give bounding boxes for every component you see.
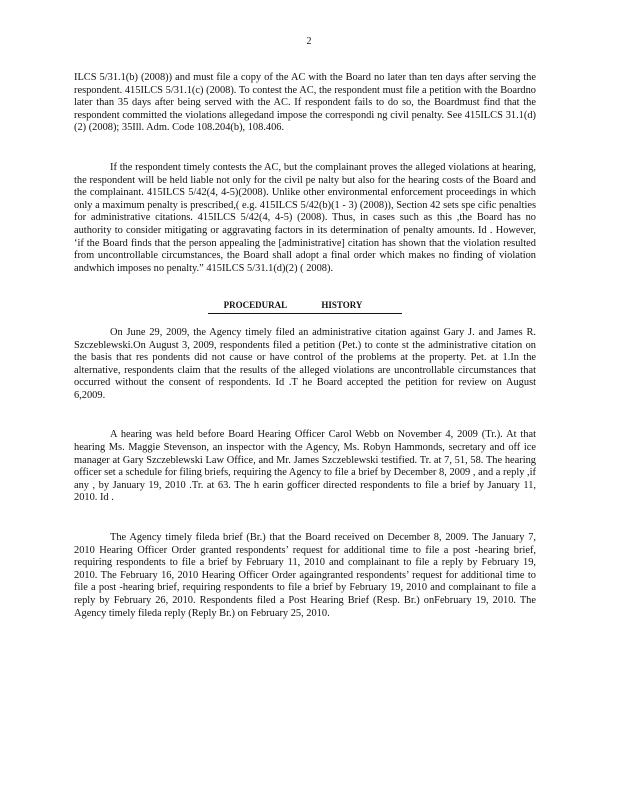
- paragraph-contest-penalties: If the respondent timely contests the AC, but the complainant proves the alleged violations at hearing, the respondent will be held liable not only for the civil pe nalty but also for the hearing costs of the Board and the complainant. 415ILCS 5/42(4, 4-5)(2008). Unlike other environmental enforcement proceedings in which only a maximum penalty is prescribed,( e.g. 415ILCS 5/42(b)(1 - 3) (2008)), Section 42 sets spe cific penalties for administrative citations. 415ILCS 5/42(4, 4-5) (2008). Thus, in cases such as this ,the Board has no authority to consider mitigating or aggravating factors in its determination of penalty amounts. Id . However, ‘if the Board finds that the person appealing the [administrative] citation has shown that the violation resulted from uncontrollable circumstances, the Board shall adopt a final order which makes no finding of violation andwhich imposes no penalty.” 415ILCS 5/31.1(d)(2) ( 2008).: [74, 161, 536, 274]
- section-heading-word-2: HISTORY: [321, 300, 363, 311]
- paragraph-hearing: A hearing was held before Board Hearing Officer Carol Webb on November 4, 2009 (Tr.). At that hearing Ms. Maggie Stevenson, an inspector with the Agency, Ms. Robyn Hammonds, secretary and off ice manager at Gary Szczeblewski Law Office, and Mr. James Szczeblewski testified. Tr. at 7, 51, 58. The hearing officer set a schedule for filing briefs, requiring the Agency to file a brief by December 8, 2009 , and a reply ,if any , by January 19, 2010 .Tr. at 63. The h earin gofficer directed respondents to file a brief by January 11, 2010. Id .: [74, 429, 536, 504]
- section-heading-word-1: PROCEDURAL: [223, 300, 288, 311]
- section-heading-underline: [208, 299, 403, 314]
- section-heading-procedural-history: [74, 299, 536, 314]
- page-number: 2: [306, 36, 312, 47]
- paragraph-briefs: The Agency timely fileda brief (Br.) that the Board received on December 8, 2009. The January 7, 2010 Hearing Officer Order granted respondents’ request for additional time to file a post -hearing brief, requiring respondents to file a brief by February 11, 2010 and complainant to file a reply by February 19, 2010. The February 16, 2010 Hearing Officer Order againgranted respondents’ request for additional time to file a post -hearing brief, requiring respondents to file a brief by February 19, 2010 and complainant to file a reply by February 26, 2010. Respondents filed a Post Hearing Brief (Resp. Br.) onFebruary 19, 2010. The Agency timely fileda reply (Reply Br.) on February 25, 2010.: [74, 532, 536, 619]
- paragraph-citation-filed: On June 29, 2009, the Agency timely filed an administrative citation against Gary J. and James R. Szczeblewski.On August 3, 2009, respondents filed a petition (Pet.) to conte st the administrative citation on the basis that res pondents did not cause or have control of the problems at the property. Pet. at 1.In the alternative, respondents claim that the results of the alleged violations are uncontrollable circumstances that occurred without the consent of respondents. Id .T he Board accepted the petition for review on August 6,2009.: [74, 326, 536, 401]
- paragraph-ac-filing: ILCS 5/31.1(b) (2008)) and must file a copy of the AC with the Board no later than ten days after serving the respondent. 415ILCS 5/31.1(c) (2008). To contest the AC, the respondent must file a petition with the Boardno later than 35 days after being served with the AC. If respondent fails to do so, the Boardmust find that the respondent committed the violations allegedand impose the correspondi ng civil penalty. See 415ILCS 31.1(d)(2) (2008); 35Ill. Adm. Code 108.204(b), 108.406.: [74, 72, 536, 134]
- document-body: [74, 72, 536, 647]
